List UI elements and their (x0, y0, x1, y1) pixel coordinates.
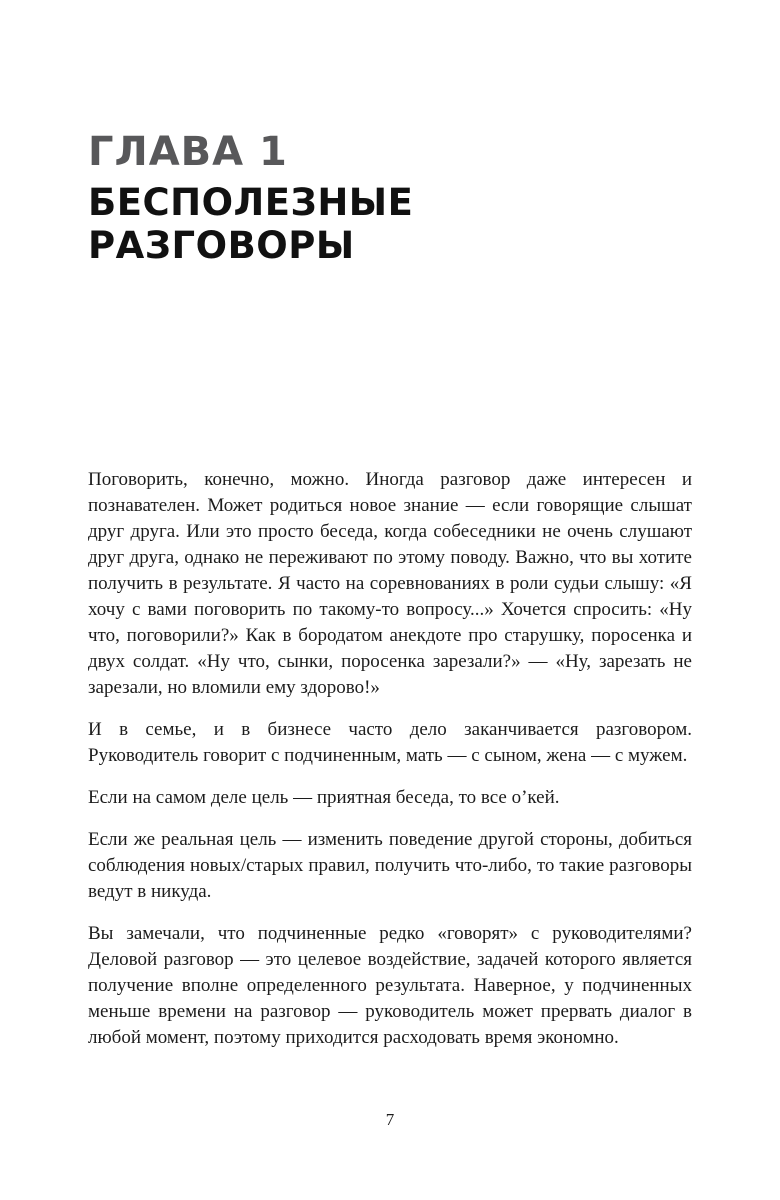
content-column (88, 0, 692, 1051)
paragraph-2: И в семье, и в бизнесе часто дело заканчивается разговором. Руководитель говорит с подчиненным, мать — с сыном, жена — с мужем. (88, 719, 692, 767)
paragraph-1: Поговорить, конечно, можно. Иногда разговор даже интересен и познавателен. Может родиться новое знание — если говорящие слышат друг друга. Или это просто беседа, когда собеседники не очень слушают друг друга, однако не переживают по этому поводу. Важно, что вы хотите получить в результате. Я часто на соревнованиях в роли судьи слышу: «Я хочу с вами поговорить по такому-то вопросу...» Хочется спросить: «Ну что, поговорили?» Как в бородатом анекдоте про старушку, поросенка и двух солдат. «Ну что, сынки, поросенка зарезали?» — «Ну, зарезать не зарезали, но вломили ему здорово!» (88, 469, 692, 699)
body-text (88, 467, 692, 1051)
chapter-label: ГЛАВА 1 (88, 129, 288, 175)
paragraph-4: Если же реальная цель — изменить поведение другой стороны, добиться соблюдения новых/старых правил, получить что-либо, то такие разговоры ведут в никуда. (88, 829, 692, 903)
paragraph-5: Вы замечали, что подчиненные редко «говорят» с руководителями? Деловой разговор — это целевое воздействие, задачей которого является получение вполне определенного результата. Наверное, у подчиненных меньше времени на разговор — руководитель может прервать диалог в любой момент, поэтому приходится расходовать время экономно. (88, 923, 692, 1049)
chapter-title: БЕСПОЛЕЗНЫЕ РАЗГОВОРЫ (88, 181, 414, 267)
page-number: 7 (385, 1110, 395, 1129)
paragraph-3: Если на самом деле цель — приятная беседа, то все о’кей. (88, 787, 560, 809)
